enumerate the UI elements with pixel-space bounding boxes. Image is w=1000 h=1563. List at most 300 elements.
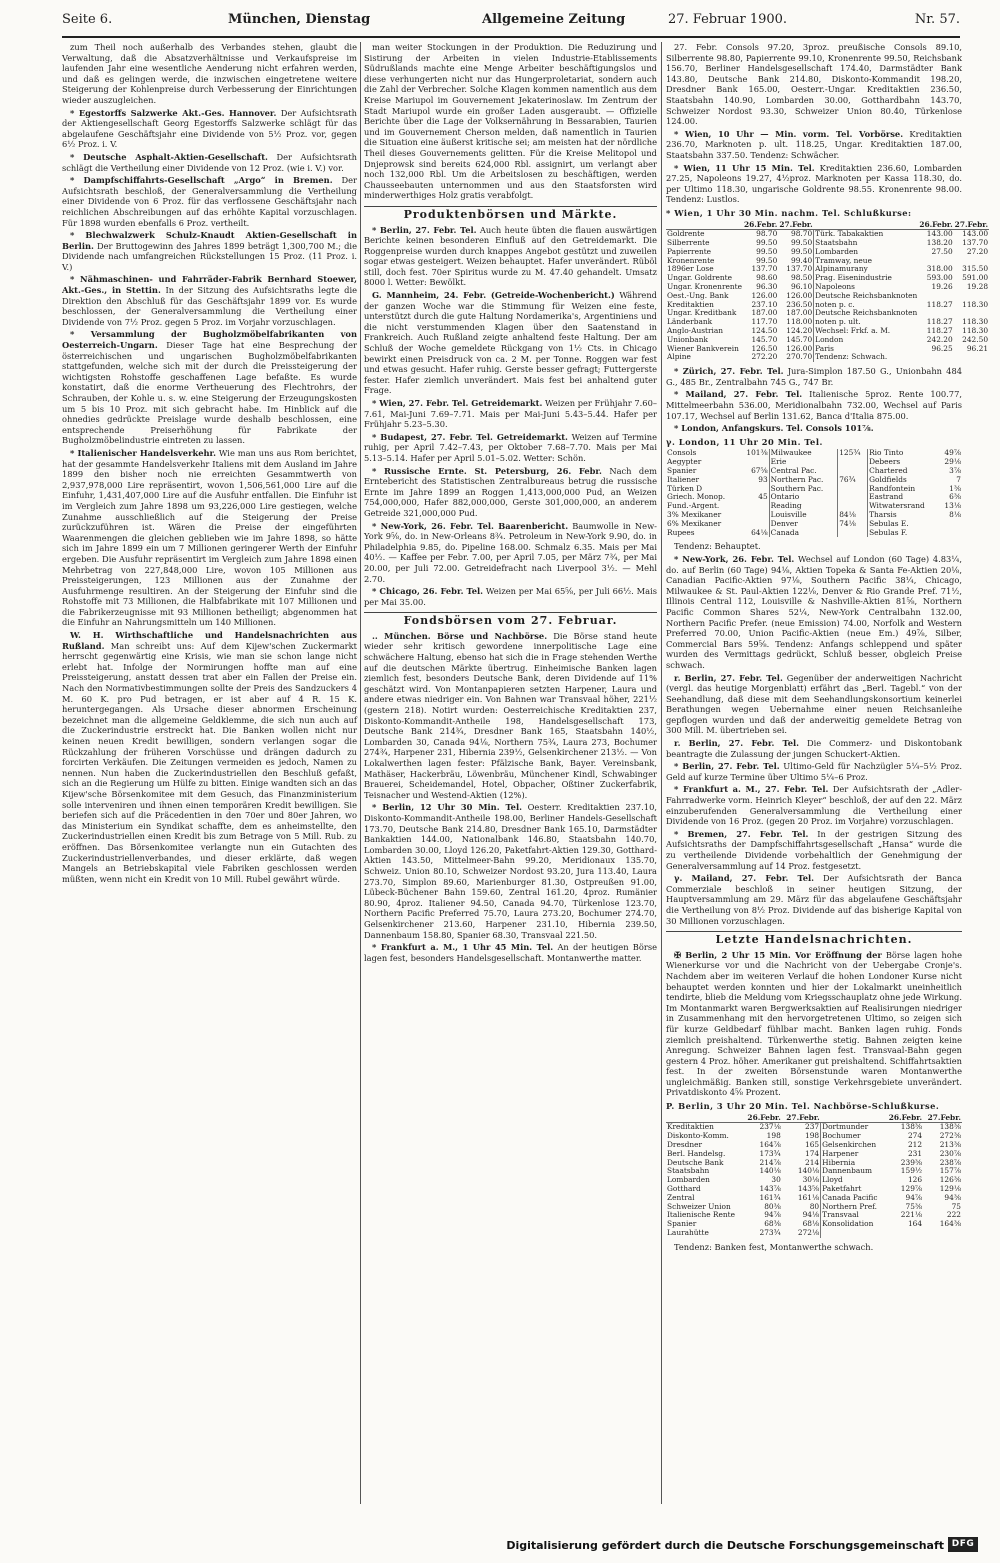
table-row	[666, 353, 989, 362]
table-header-cell: 27.Febr.	[923, 1114, 962, 1123]
table-cell: Gelsenkirchen	[821, 1141, 885, 1150]
table-cell: 27.20	[966, 246, 989, 256]
column-1	[62, 42, 357, 1504]
table-cell: 1896er Lose	[667, 264, 714, 274]
table-cell: 274	[907, 1131, 923, 1141]
table-cell: 96.30	[756, 282, 778, 292]
report-heading: * Berlin, 12 Uhr 30 Min. Tel.	[372, 802, 522, 813]
table-cell: Kreditaktien	[667, 1122, 714, 1132]
table-cell: 187.00	[786, 308, 813, 318]
table-cell: 164	[907, 1219, 923, 1229]
table-cell: 1⅜	[949, 483, 961, 493]
table-cell: Prag. Eisenindustrie	[814, 274, 919, 283]
table-cell: 145.70	[786, 334, 813, 344]
table-cell	[884, 1229, 923, 1238]
report-text: Nach dem Erntebericht des Statistischen Zentralbureaus betrug die russische Ernte im Jahre 1899 an Roggen 1,413,000,000 Pud, an Weizen 754,000,000, Hafer 882,000,000, Gerste 301,000,000, an anderem Getreide 321,000,000 Pud.	[364, 465, 657, 518]
table-cell: Erie	[769, 458, 838, 467]
table-cell: 99.50	[791, 238, 813, 248]
table-cell: 214⅞	[759, 1157, 781, 1167]
table-cell: 318.00	[926, 264, 953, 274]
city-day: München, Dienstag	[228, 12, 371, 27]
table-cell: 126.00	[751, 290, 778, 300]
market-report	[364, 521, 657, 585]
report-heading: * Russische Ernte. St. Petersburg, 26. Febr.	[372, 465, 602, 476]
column-divider	[661, 42, 662, 1504]
report-heading: G. Mannheim, 24. Febr. (Getreide-Wochenbericht.)	[372, 290, 615, 301]
table-cell: 75	[951, 1201, 961, 1211]
table-cell: Kreditaktien	[667, 299, 714, 309]
digitization-footer	[0, 1525, 1000, 1563]
table-cell: Tendenz: Schwach.	[814, 353, 919, 362]
page-header	[62, 8, 960, 38]
table-cell: 272⅛	[797, 1228, 820, 1238]
table-cell: Dresdner	[667, 1140, 703, 1150]
table-tendency: Tendenz: Behauptet.	[674, 541, 761, 552]
table-cell: 593.00	[926, 273, 953, 283]
table-cell: 13⅛	[944, 501, 961, 511]
quote-table-london	[666, 449, 962, 537]
table-cell: Rio Tinto	[868, 449, 940, 458]
exchange-report	[666, 950, 962, 1098]
table-cell: 118.27	[926, 299, 953, 309]
table-header-cell: 26.Febr.	[743, 219, 778, 229]
article-text: In der Sitzung des Aufsichtsraths legte die Direktion den Abschluß für das Geschäftsjahr 1899 vor. Es wurde beschlossen, der Generalversammlung die Vertheilung einer Dividende von 7½ Proz. gegen 5 Proz. im Vorjahr vorzuschlagen.	[62, 285, 358, 327]
table-cell: 7	[956, 474, 961, 484]
table-row	[666, 449, 962, 458]
table-cell: Gotthard	[667, 1184, 701, 1194]
market-report	[364, 432, 657, 464]
table-cell: 99.50	[756, 246, 778, 256]
table-cell: 187.00	[751, 308, 778, 318]
table-cell: 129⅞	[900, 1184, 923, 1194]
table-cell: 98.70	[791, 229, 813, 239]
report-heading: * Budapest, 27. Febr. Tel. Getreidemarkt.	[372, 431, 568, 442]
table-cell: Italiener	[667, 474, 700, 484]
article-heading: * Dampfschiffahrts-Gesellschaft „Argo“ in Bremen.	[70, 175, 333, 186]
table-header-cell: 27.Febr.	[954, 219, 989, 229]
table-cell: 124.50	[751, 326, 778, 336]
report-heading: * Wien, 27. Febr. Tel. Getreidemarkt.	[372, 398, 543, 408]
table-cell	[838, 493, 868, 502]
table-cell: Fund.-Argent.	[667, 501, 720, 511]
report-text: Der Aufsichtsrath der Banca Commerziale beschloß in seiner heutigen Sitzung, der Hauptversammlung am 29. März für das abgelaufene Geschäftsjahr die Vertheilung von 8½ Proz. Dividende auf das bisherige Kapital von 30 Millionen vorzuschlagen.	[666, 873, 962, 926]
table-cell: 126.00	[786, 343, 813, 353]
issue-number: Nr. 57.	[914, 12, 960, 27]
report-heading: * Wien, 10 Uhr — Min. vorm. Tel. Vorbörse.	[674, 128, 904, 139]
table-cell: 64⅛	[751, 527, 768, 537]
table-cell: Louisville	[769, 511, 838, 520]
report-text: Gegenüber der anderweitigen Nachricht (vergl. das heutige Morgenblatt) erfährt das „Berl. Tagebl.“ von der Seehandlung, daß diese mit dem Seehandlungskonsortium keinerlei Berathungen wegen Uebernahme einer neuen Reichsanleihe gepflogen wurden und daß der anderweitig gemeldete Betrag von 300 Mill. M. übertrieben sei.	[666, 672, 962, 736]
article-item	[62, 329, 357, 446]
table-cell: 126.50	[751, 343, 778, 353]
table-cell: 76¾	[838, 476, 868, 485]
table-cell: 126	[907, 1175, 923, 1185]
article-text: man weiter Stockungen in der Produktion. Die Reduzirung und Sistirung der Arbeiten in vielen Industrie-Etablissements Südrußlands machte eine Menge Arbeiter beschäftigungslos und diese verhungerten nicht nur das Hungerproletariat, sondern auch die Zahl der Verbrecher. Solche Klagen kommen namentlich aus dem Kreise Mariupol im Gouvernement Jekaterinoslaw. Im Zentrum der Stadt Mariupol wurde ein großer Laden ausgeraubt. — Offizielle Berichte über die Lage der Volksernährung in Bessarabien, Taurien und im Gouvernement Cherson melden, daß namentlich in Taurien die Situation eine äußerst kritische sei; am meisten hat der nördliche Theil dieses Gouvernements gelitten. Für die Kreise Melitopol und Dnjeprowsk sind bereits 624,000 Rbl. assignirt, um verlangt aber noch 132,000 Rbl. Um die Arbeitslosen zu beschäftigen, werden Chausseebauten unternommen und aus den Staatsforsten wird minderwerthiges Holz gratis verabfolgt.	[364, 42, 657, 201]
report-text: Baumwolle in New-York 9⅝, do. in New-Orleans 8¾. Petroleum in New-York 9.90, do. in Philadelphia 9.85, do. Pipeline 168.00. Schmalz 6.35. Mais per Mai 40½. — Kaffee per Febr. 7.00, per April 7.05, per März 7¾, per Mai 20.00, per Juli 72.00. Getreidefracht nach Liverpool 3½. — Mehl 2.70.	[364, 520, 657, 584]
table-cell: Denver	[769, 520, 838, 529]
table-cell	[740, 502, 769, 511]
table-cell: 94⅛	[802, 1210, 820, 1220]
table-cell: 143.00	[962, 229, 989, 239]
table-cell: 137.70	[962, 238, 989, 248]
table-cell: Randfontein	[868, 485, 940, 494]
table-cell: 145.70	[751, 334, 778, 344]
table-cell: Hibernia	[821, 1159, 885, 1168]
table-cell: 237⅛	[759, 1122, 781, 1132]
report-text: Weizen auf Termine ruhig, per April 7.42–7.43, per Oktober 7.68–7.70. Mais per Mai 5.13–5.14. Hafer per April 5.01–5.02. Wetter: Schön.	[364, 431, 658, 463]
report-text: Oesterr. Kreditaktien 237.10, Diskonto-Kommandit-Antheile 198.00, Berliner Handels-Gesellschaft 173.70, Deutsche Bank 214.80, Dresdner Bank 165.10, Darmstädter Bankaktien 144.00, Nationalbank 146.80, Staatsbahn 140.70, Lombarden 30.00, Lloyd 126.20, Paketfahrt-Aktien 129.30, Gotthard-Aktien 143.50, Mittelmeer-Bahn 99.20, Meridionaux 135.70, Schweiz. Union 80.10, Schweizer Nordost 93.20, Jura 113.40, Laura 273.70, Simplon 89.60, Marienburger 81.30, Ostpreußen 91.00, Lübeck-Büchener Bahn 159.60, Zentral 161.20, 4proz. Rumänier 80.90, 4proz. Italiener 94.50, Canada 94.70, Türkenlose 123.70, Northern Pacific Preferred 75.70, Laura 273.20, Bochumer 274.70, Gelsenkirchener 213.60, Harpener 231.10, Hibernia 239.50, Dannenbaum 158.80, Spanier 68.30, Transvaal 221.50.	[364, 802, 657, 940]
table-cell: 242.50	[962, 334, 989, 344]
table-cell: 157⅞	[939, 1166, 961, 1176]
table-title-berlin: P. Berlin, 3 Uhr 20 Min. Tel. Nachbörse-Schlußkurse.	[666, 1101, 940, 1112]
table-cell: 99.50	[756, 238, 778, 248]
report-text: Auch heute übten die flauen auswärtigen Berichte keinen besonderen Einfluß auf den Getreidemarkt. Die Roggenpreise wurden durch knappes Angebot gestützt und zuweilen sogar etwas gesteigert. Weizen behauptet. Hafer unverändert. Rüböl still, doch fest. 70er Spiritus wurde zu M. 47.40 gehandelt. Umsatz 8000 l. Wetter: Bewölkt.	[364, 224, 657, 288]
table-cell: 99.50	[756, 255, 778, 265]
table-cell: 143⅞	[759, 1184, 781, 1194]
article-item	[62, 175, 357, 228]
section-heading-produktenboersen: Produktenbörsen und Märkte.	[364, 206, 657, 221]
article-heading: W. H. Wirthschaftliche und Handelsnachrichten aus Rußland.	[62, 630, 357, 651]
table-tendency: Tendenz: Banken fest, Montanwerthe schwach.	[674, 1241, 874, 1252]
report-heading: * Berlin, 27. Febr. Tel.	[674, 761, 780, 772]
article-item	[62, 108, 357, 150]
table-cell: 165	[805, 1140, 820, 1150]
table-cell: Ungar. Goldrente	[667, 273, 733, 283]
article-text: Dieser Tage hat eine Besprechung der österreichischen und ungarischen Bugholzmöbelfabrikanten stattgefunden, welche sich mit der durch die Preissteigerung der wichtigsten Rohstoffe geschaffenen Lage befaßte. Es wurde konstatirt, daß die enorme Vertheuerung des Flechtrohrs, der Schrauben, der Kohle u. s. w. eine Steigerung der Erzeugungskosten um 5 bis 10 Proz. mit sich gebracht habe. Im Hinblick auf die ohnedies gedrückte Preislage wurde deshalb beschlossen, eine entsprechende Preiserhöhung für Fabrikate der Bugholzmöbelindustrie eintreten zu lassen.	[62, 340, 357, 446]
table-cell: 29⅛	[944, 457, 961, 467]
table-cell: Griech. Monop.	[667, 492, 726, 502]
table-cell: Central Pac.	[769, 467, 838, 476]
table-cell: 118.30	[962, 299, 989, 309]
report-heading: * Wien, 11 Uhr 15 Min. Tel.	[674, 162, 815, 173]
report-heading: ✠ Berlin, 2 Uhr 15 Min. Vor Eröffnung der	[674, 949, 882, 960]
report-text: An der heutigen Börse lagen fest, besonders Handelsgesellschaft. Montanwerthe matter.	[364, 942, 658, 963]
table-cell	[838, 529, 868, 538]
table-cell: 213⅜	[939, 1140, 961, 1150]
table-cell: 80	[809, 1201, 820, 1211]
report-heading: * London, Anfangskurs. Tel. Consols 101⅞.	[674, 423, 874, 434]
table-cell: Lloyd	[821, 1176, 885, 1185]
table-cell: Debeers	[868, 458, 940, 467]
table-cell: Rupees	[667, 527, 695, 537]
table-cell: 101⅜	[746, 448, 768, 458]
table-header-cell: 26.Febr.	[884, 1114, 923, 1123]
table-cell: noten p. c.	[814, 301, 919, 310]
exchange-report	[666, 784, 962, 826]
table-cell: 74⅛	[838, 520, 868, 529]
report-heading: * Frankfurt a. M., 27. Febr. Tel.	[674, 784, 829, 795]
table-cell: 272⅜	[939, 1131, 961, 1141]
column-divider	[360, 42, 361, 1504]
report-text: In der gestrigen Sitzung des Aufsichtsraths der Dampfschiffahrtsgesellschaft „Hansa“ wurde die zu vertheilende Dividende vorbehaltlich der Genehmigung der Generalversammlung auf 14 Proz. festgesetzt.	[666, 828, 962, 871]
article-heading: * Deutsche Asphalt-Aktien-Gesellschaft.	[70, 151, 268, 162]
table-cell: 98.70	[756, 229, 778, 239]
table-cell: Lombarden	[667, 1175, 710, 1185]
market-report	[364, 398, 657, 430]
exchange-report	[666, 163, 962, 205]
table-cell: Deutsche Bank	[667, 1157, 724, 1167]
table-cell: Lombarden	[814, 248, 919, 257]
table-cell: Southern Pac.	[769, 485, 838, 494]
market-report	[364, 290, 657, 396]
table-cell: Oest.-Ung. Bank	[667, 290, 729, 300]
article-item	[62, 630, 357, 884]
article-text: zum Theil noch außerhalb des Verbandes stehen, glaubt die Verwaltung, daß die Absatzverhältnisse und Verkaufspreise im laufenden Jahr eine wesentliche Aenderung nicht erfahren werden, und daß es gelingen werde, die inzwischen eingetretene weitere Steigerung der Kohlenpreise durch Verbesserung der Einrichtungen wieder auszugleichen.	[62, 42, 357, 105]
table-cell: 3% Mexikaner	[667, 509, 722, 519]
table-cell: Napoleons	[814, 283, 919, 292]
table-cell: Kronenrente	[667, 255, 715, 265]
table-cell: Diskonto-Komm.	[667, 1131, 729, 1141]
table-cell: 164⅜	[939, 1219, 961, 1229]
table-cell: 273¾	[759, 1228, 781, 1238]
table-cell: 236.50	[786, 299, 813, 309]
table-cell	[939, 529, 962, 538]
table-cell: Alpinamurany	[814, 265, 919, 274]
table-cell	[821, 1229, 885, 1238]
table-cell: 30⅛	[802, 1175, 820, 1185]
article-heading: * Italienischer Handelsverkehr.	[70, 447, 217, 458]
report-heading: γ. Mailand, 27. Febr. Tel.	[674, 873, 815, 884]
table-cell: Bochumer	[821, 1132, 885, 1141]
table-cell: 118.27	[926, 317, 953, 327]
footer-credit: Digitalisierung gefördert durch die Deutsche Forschungsgemeinschaft	[506, 1539, 944, 1552]
article-item	[62, 230, 357, 272]
table-header-cell: 26.Febr.	[919, 219, 953, 229]
article-text: Der Aufsichtsrath schlägt die Vertheilung einer Dividende von 12 Proz. (wie i. V.) vor.	[62, 151, 357, 173]
table-header-cell: 26.Febr.	[743, 1114, 782, 1123]
table-cell: Konsolidation	[821, 1220, 885, 1229]
table-cell: Spanier	[667, 1219, 697, 1229]
table-cell: Unionbank	[667, 334, 708, 344]
report-text: Weizen per Mai 65⅝, per Juli 66½. Mais per Mai 35.00.	[364, 586, 657, 607]
table-cell: 80⅜	[764, 1201, 781, 1211]
table-row	[666, 529, 962, 538]
table-cell: 45	[758, 492, 768, 502]
table-row	[666, 520, 962, 529]
report-text: Wechsel auf London (60 Tage) 4.83¼, do. auf Berlin (60 Tage) 94⅛, Aktien Topeka & Santa Fe-Aktien 20⅛, Canadian Pacific-Aktien 97⅛, Southern Pacific 38¼, Chicago, Milwaukee & St. Paul-Aktien 122⅛, Denver & Rio Grande Pref. 71½, Illinois Central 112, Louisville & Nashville-Aktien 81⅝, Northern Pacific Common Shares 52¼, New-York Centralbahn 132.00, Northern Pacific Prefer. (neue Emission) 74.00, Norfolk and Western Preferred 70.00, Union Pacific-Aktien (neue Em.) 49⅞, Silber, Commercial Bars 59⅝. Tendenz: Anfangs schleppend und später wurden des Vermittags gedrückt, Schluß besser, obgleich Preise schwach.	[666, 553, 962, 670]
page-number: Seite 6.	[62, 12, 113, 27]
table-cell: Papierrente	[667, 246, 712, 256]
table-cell: 117.70	[751, 317, 778, 327]
report-text: Jura-Simplon 187.50 G., Unionbahn 484 G., 485 Br., Zentralbahn 745 G., 747 Br.	[666, 366, 963, 387]
table-cell: 129⅛	[939, 1184, 961, 1194]
table-cell: Reading	[769, 502, 838, 511]
table-cell: Goldfields	[868, 476, 940, 485]
table-cell: Goldrente	[667, 229, 705, 239]
report-heading: * Berlin, 27. Febr. Tel.	[372, 224, 477, 235]
table-cell: 138⅜	[900, 1122, 923, 1132]
table-cell: 173¾	[759, 1148, 781, 1158]
table-header-cell: 27.Febr.	[782, 1114, 821, 1123]
table-cell: Staatsbahn	[667, 1166, 710, 1176]
table-cell: 140⅛	[759, 1166, 781, 1176]
table-cell: 174	[805, 1148, 820, 1158]
table-cell: 27.50	[931, 246, 953, 256]
article-text: Der Aufsichtsrath der Aktiengesellschaft Georg Egestorffs Salzwerke schlägt für das abgelaufene Geschäftsjahr eine Dividende von 5½ Proz. vor, gegen 6½ Proz. i. V.	[62, 107, 357, 150]
table-cell: 99.50	[791, 246, 813, 256]
table-cell: Zentral	[667, 1192, 695, 1202]
table-cell: 30	[771, 1175, 781, 1185]
article-text: 27. Febr. Consols 97.20, 3proz. preußische Consols 89.10, Silberrente 98.80, Papierrente 99.10, Kronenrente 99.50, Reichsbank 156.70, Berliner Handelsgesellschaft 174.40, Darmstädter Bank 143.80, Deutsche Bank 214.80, Diskonto-Kommandit 198.20, Dresdner Bank 165.00, Oesterr.-Ungar. Kreditaktien 236.50, Staatsbahn 140.90, Lombarden 30.00, Gotthardbahn 143.70, Schweizer Nordost 93.30, Schweizer Union 80.40, Türkenlose 124.00.	[666, 42, 962, 127]
column-2	[364, 42, 657, 1504]
column-3	[666, 42, 989, 1504]
table-cell: Deutsche Reichsbanknoten	[815, 290, 918, 300]
section-heading-letzte-handelsnachrichten: Letzte Handelsnachrichten.	[666, 931, 962, 946]
table-cell	[939, 520, 962, 529]
table-cell: Laurahütte	[667, 1228, 709, 1238]
market-report	[364, 586, 657, 607]
table-cell: 19.26	[931, 282, 953, 292]
table-cell: 118.30	[962, 326, 989, 336]
table-cell: Paris	[814, 345, 919, 354]
report-text: Italienische 5proz. Rente 100.77, Mittelmeerbahn 536.00, Meridionalbahn 732.00, Wechsel auf Paris 107.17, Wechsel auf Berlin 131.62, Banca d'Italia 875.00.	[666, 389, 962, 421]
exchange-report	[666, 554, 962, 671]
quote-table-wien	[666, 221, 989, 363]
table-cell: Northern Pac.	[769, 476, 838, 485]
table-cell	[918, 353, 953, 362]
table-cell	[838, 458, 868, 467]
table-cell: 212	[907, 1140, 923, 1150]
table-cell: Wechsel: Frkf. a. M.	[814, 327, 919, 336]
table-cell: 214	[805, 1157, 820, 1167]
quote-table-berlin	[666, 1114, 962, 1238]
table-cell: 222	[946, 1210, 961, 1220]
table-cell: Witwatersrand	[868, 502, 940, 511]
report-heading: * Zürich, 27. Febr. Tel.	[674, 366, 784, 377]
report-heading: * Mailand, 27. Febr. Tel.	[674, 389, 803, 400]
table-cell: Consols	[667, 448, 697, 458]
table-cell: 94⅞	[764, 1210, 781, 1220]
table-cell	[740, 511, 769, 520]
article-heading: * Blechwalzwerk Schulz-Knaudt Aktien-Gesellschaft in Berlin.	[62, 230, 357, 251]
table-cell: Ungar. Kreditbank	[667, 308, 737, 318]
article-item	[62, 274, 357, 327]
table-cell: 93	[758, 474, 768, 484]
table-cell: 231	[907, 1148, 923, 1158]
market-report	[364, 225, 657, 289]
article-text: Der Aufsichtsrath beschloß, der Generalversammlung die Vertheilung einer Dividende von 6 Proz. für das verflossene Geschäftsjahr nach reichlichen Abschreibungen auf das erhöhte Kapital vorzuschlagen. Für 1898 wurden ebenfalls 6 Proz. vertheilt.	[62, 175, 357, 228]
report-heading: r. Berlin, 27. Febr. Tel.	[674, 738, 800, 749]
table-cell: 221⅛	[900, 1210, 923, 1220]
table-cell: 591.00	[962, 273, 989, 283]
table-cell: Türken D	[667, 483, 703, 493]
table-cell: 75⅜	[905, 1201, 923, 1211]
table-cell: 161⅛	[797, 1192, 820, 1202]
table-cell: 6⅜	[949, 492, 961, 502]
table-cell: 238⅞	[939, 1157, 961, 1167]
exchange-report	[666, 129, 962, 161]
table-cell: 315.50	[962, 264, 989, 274]
table-cell: 118.27	[926, 326, 953, 336]
report-text: Weizen per Frühjahr 7.60–7.61, Mai-Juni 7.69–7.71. Mais per Mai-Juni 5.43–5.44. Hafer per Frühjahr 5.23–5.30.	[364, 398, 658, 430]
table-cell: 6% Mexikaner	[667, 518, 722, 528]
table-cell: Transvaal	[821, 1211, 885, 1220]
table-cell	[954, 353, 989, 362]
report-text: Während der ganzen Woche war die Stimmung für Weizen eine feste, unterstützt durch die gute Haltung Nordamerika's, Argentiniens und die nicht verstummenden Klagen über den Saatenstand in Frankreich. Auch Rußland zeigte anhaltend feste Haltung. Der am Schluß der Woche gemeldete Rückgang von 1½ Cts. in Chicago bewirkt einen Preisdruck von ca. 2 M. per Tonne. Roggen war fest und etwas gesucht. Hafer ruhig. Gerste besser gefragt; Futtergerste fester. Hafer ziemlich unverändert. Mais fest bei anhaltend guter Frage.	[364, 290, 657, 396]
table-cell: 8⅛	[949, 509, 961, 519]
table-cell: 126⅜	[939, 1175, 961, 1185]
table-cell: Sebulas E.	[868, 520, 940, 529]
dfg-logo: DFG	[948, 1537, 978, 1552]
table-cell: 96.21	[966, 343, 989, 353]
article-heading: * Nähmaschinen- und Fahrräder-Fabrik Bernhard Stoewer, Akt.-Ges., in Stettin.	[62, 274, 357, 296]
table-cell	[923, 1229, 962, 1238]
table-cell: 272.20	[751, 352, 778, 362]
table-cell: 237.10	[751, 299, 778, 309]
table-cell: Northern Pref.	[821, 1203, 885, 1212]
report-heading: .. München. Börse und Nachbörse.	[372, 630, 548, 641]
exchange-report	[666, 761, 962, 782]
table-cell: Schweizer Union	[667, 1201, 731, 1211]
report-text: Kreditaktien 236.60, Lombarden 27.25, Napoleons 19.27, 4½proz. Marknoten per Kassa 118.30, do. per Ultimo 118.30, ungarische Goldrente 98.55. Kronenrente 98.00. Tendenz: Lustlos.	[666, 162, 962, 205]
table-cell: 198	[766, 1131, 781, 1141]
table-cell: Türk. Tabakaktien	[814, 230, 919, 239]
table-cell: Ungar. Kronenrente	[667, 282, 742, 292]
table-cell: Canada	[769, 529, 838, 538]
exchange-report	[666, 673, 962, 737]
article-text: Wie man uns aus Rom berichtet, hat der gesammte Handelsverkehr Italiens mit dem Ausland im Jahre 1899 den bisher noch nie erreichten Gesammtwerth von 2,937,978,000 Lire repräsentirt, wovon 1,506,561,000 Lire auf die Einfuhr, 1,431,407,000 Lire auf die Ausfuhr entfallen. Die Einfuhr ist im Vergleich zum Jahre 1898 um 93,226,000 Lire gestiegen, welche Zunahme ausschließlich auf die Steigerung der Preise zurückzuführen ist. Wären die Preise der eingeführten Waarenmengen die gleichen geblieben wie im Jahre 1898, so hätte sich im Jahre 1899 ein um 7 Millionen geringerer Werth der Einfuhr ergeben. Die Ausfuhr repräsentirt im Vergleich zum Jahre 1898 einen Mehrbetrag von 227,848,000 Lire, wovon 105 Millionen aus Preissteigerungen, 123 Millionen aus der Zunahme der Ausfuhrmenge resultiren. An der Steigerung der Einfuhr sind die Rohstoffe mit 73 Millionen, die Halbfabrikate mit 107 Millionen und die Fabrikerzeugnisse mit 93 Millionen betheiligt; abgenommen hat die Einfuhr an Nahrungsmitteln um 140 Millionen.	[62, 447, 357, 628]
table-cell: 140⅛	[797, 1166, 820, 1176]
table-cell: 230⅞	[939, 1148, 961, 1158]
table-cell: 161¾	[759, 1192, 781, 1202]
table-cell: Wiener Bankverein	[667, 343, 739, 353]
market-report	[364, 466, 657, 519]
section-heading-fondsboersen: Fondsbörsen vom 27. Februar.	[364, 612, 657, 627]
table-cell	[838, 485, 868, 494]
table-cell: Sebulas F.	[868, 529, 940, 538]
table-cell: Ontario	[769, 493, 838, 502]
exchange-report	[364, 942, 657, 963]
table-cell: 164⅞	[759, 1140, 781, 1150]
report-text: Kreditaktien 236.70, Marknoten p. ult. 118.25, Ungar. Kreditaktien 187.00, Staatsbahn 337.50. Tendenz: Schwächer.	[666, 128, 962, 160]
table-cell: 96.10	[791, 282, 813, 292]
table-cell: Tharsis	[868, 511, 940, 520]
report-text: Der Aufsichtsrath der „Adler-Fahrradwerke vorm. Heinrich Kleyer“ beschloß, der auf den 22. März einzuberufenden Generalversammlung die Vertheilung einer Dividende von 16 Proz. (gegen 20 Proz. im Vorjahre) vorzuschlagen.	[666, 784, 963, 827]
table-title-wien: * Wien, 1 Uhr 30 Min. nachm. Tel. Schlußkurse:	[666, 207, 912, 218]
report-text: Börse lagen hohe Wienerkurse vor und die Nachricht von der Uebergabe Cronje's. Nachdem aber im weiteren Verlauf die hohen Londoner Kurse nicht behauptet werden konnten und hier der Lokalmarkt uneinheitlich tendirte, blieb die Meldung vom Kriegsschauplatz ohne jede Wirkung. Im Montanmarkt waren Bergwerksaktien auf Realisirungen niedriger in Zusammenhang mit den hervorgetretenen Ultimo, so zeigen sich für kurze Geldbedarf fühlbar macht. Banken lagen ruhig. Fonds ziemlich preishaltend. Türkenwerthe stetig. Bahnen zeigten keine Anregung. Schweizer Bahnen lagen fest. Transvaal-Bahn gegen gestern 4 Proz. höher. Amerikaner gut preishaltend. Schiffahrtsaktien fest. In der zweiten Börsenstunde waren Montanwerthe ungleichmäßig. Banken still, sonstige Verkehrsgebiete unverändert. Privatdiskonto 4⅝ Prozent.	[666, 949, 962, 1098]
table-cell: 68⅜	[764, 1219, 781, 1229]
table-cell: 3⅞	[949, 466, 961, 475]
table-row	[666, 1229, 962, 1238]
article-heading: * Egestorffs Salzwerke Akt.-Ges. Hannover.	[70, 107, 277, 118]
exchange-report	[666, 389, 962, 421]
table-cell: 98.50	[791, 273, 813, 283]
table-cell: Italienische Rente	[667, 1210, 735, 1220]
exchange-report	[666, 829, 962, 871]
table-cell: 143⅝	[797, 1184, 820, 1194]
table-cell: Paketfahrt	[821, 1185, 885, 1194]
table-cell: Silberrente	[667, 238, 710, 248]
table-cell: 138.20	[926, 238, 953, 248]
table-cell: Deutsche Reichsbanknoten	[815, 308, 918, 318]
article-text: Man schreibt uns: Auf dem Kijew'schen Zuckermarkt herrscht gegenwärtig eine Krisis, wie man sie schon lange nicht erlebt hat. Infolge der Normirungen hoffte man auf eine Preissteigerung, anstatt dessen trat aber ein Fallen der Preise ein. Nach den Normativbestimmungen sollte der Preis des Sandzuckers 4 M. 60 K. pro Pud betragen, er ist aber auf 4 R. 15 K. heruntergegangen. Als Ursache dieser abnormen Erscheinung bezeichnet man die allgemeine Geldklemme, die sich nun auch auf die Zuckerindustrie erstreckt hat. Die Banken wollen nicht nur keinen neuen Kredit bewilligen, sondern verlangen sogar die Rückzahlung der früheren Vorschüsse und drängen dadurch zu forcirten Verkäufen. Die Zeitungen vermeiden es jedoch, Namen zu nennen. Nun haben die Zuckerindustriellen den Beschluß gefaßt, sich an die Regierung um Hülfe zu bitten. Einige wandten sich an das Kijew'sche Börsenkomitee mit dem Gesuch, das Finanzministerium solle interveniren und ihnen einen temporären Kredit bewilligen. Sie beriefen sich auf die Präcedentien in den 70er und 80er Jahren, wo das Ministerium ein Syndikat schaffte, dem es anheimstellte, den Zuckerindustriellen einen Kredit bis zum Betrage von 5 Mill. Rub. zu eröffnen. Das Börsenkomitee verlangte nun ein Gutachten des Zuckerindustriellenverbandes, und dieser erklärte, daß wegen Mangels an Betriebskapital viele Fabriken geschlossen werden müßten, wenn nicht ein Kredit von 10 Mill. Rubel gewährt würde.	[62, 640, 357, 884]
exchange-report	[666, 738, 962, 759]
table-cell: 98.60	[756, 273, 778, 283]
report-heading: * Chicago, 26. Febr. Tel.	[372, 586, 484, 597]
table-cell: Spanier	[667, 466, 697, 475]
table-cell: Länderbank	[667, 317, 713, 327]
table-cell: 67⅝	[751, 466, 768, 475]
table-cell: London	[814, 336, 919, 345]
table-cell: 242.20	[926, 334, 953, 344]
report-heading: * New-York, 26. Febr. Tel.	[674, 553, 795, 564]
report-text: Die Börse stand heute wieder sehr kritisch gewordene innerpolitische Lage eine schwächere Haltung, ebenso hat sich die in Frage stehenden Werthe auf die deutschen Märkte übertrug. Einheimische Banken lagen ziemlich fest, besonders Deutsche Bank, deren Dividende auf 11% geschätzt wird. Von Montanpapieren setzten Harpener, Laura und andere etwas niedriger ein. Von Bahnen war Transvaal höher, 221½ (gestern 218). Notirt wurden: Oesterreichische Kreditaktien 237, Diskonto-Kommandit-Antheile 198, Handelsgesellschaft 173, Deutsche Bank 214¾, Dresdner Bank 165, Staatsbahn 140½, Lombarden 30, Canada 94⅛, Northern 75¾, Laura 273, Bochumer 274¾, Harpener 231, Hibernia 239½, Gelsenkirchener 213½. — Von Lokalwerthen lagen fester: Pfälzische Bank, Bayer. Vereinsbank, Mathäser, Hackerbräu, Löwenbräu, Münchener Kindl, Schwabinger Brauerei, Scheidemandel, Hotel, Obpacher, Oßtiner Zuckerfabrik, Teisnacher und Westend-Aktien (12%).	[364, 630, 658, 800]
table-cell: 138⅜	[939, 1122, 961, 1132]
table-cell: 124.20	[786, 326, 813, 336]
table-cell: 96.25	[931, 343, 953, 353]
table-cell: 99.40	[791, 255, 813, 265]
report-heading: * Bremen, 27. Febr. Tel.	[674, 828, 809, 839]
